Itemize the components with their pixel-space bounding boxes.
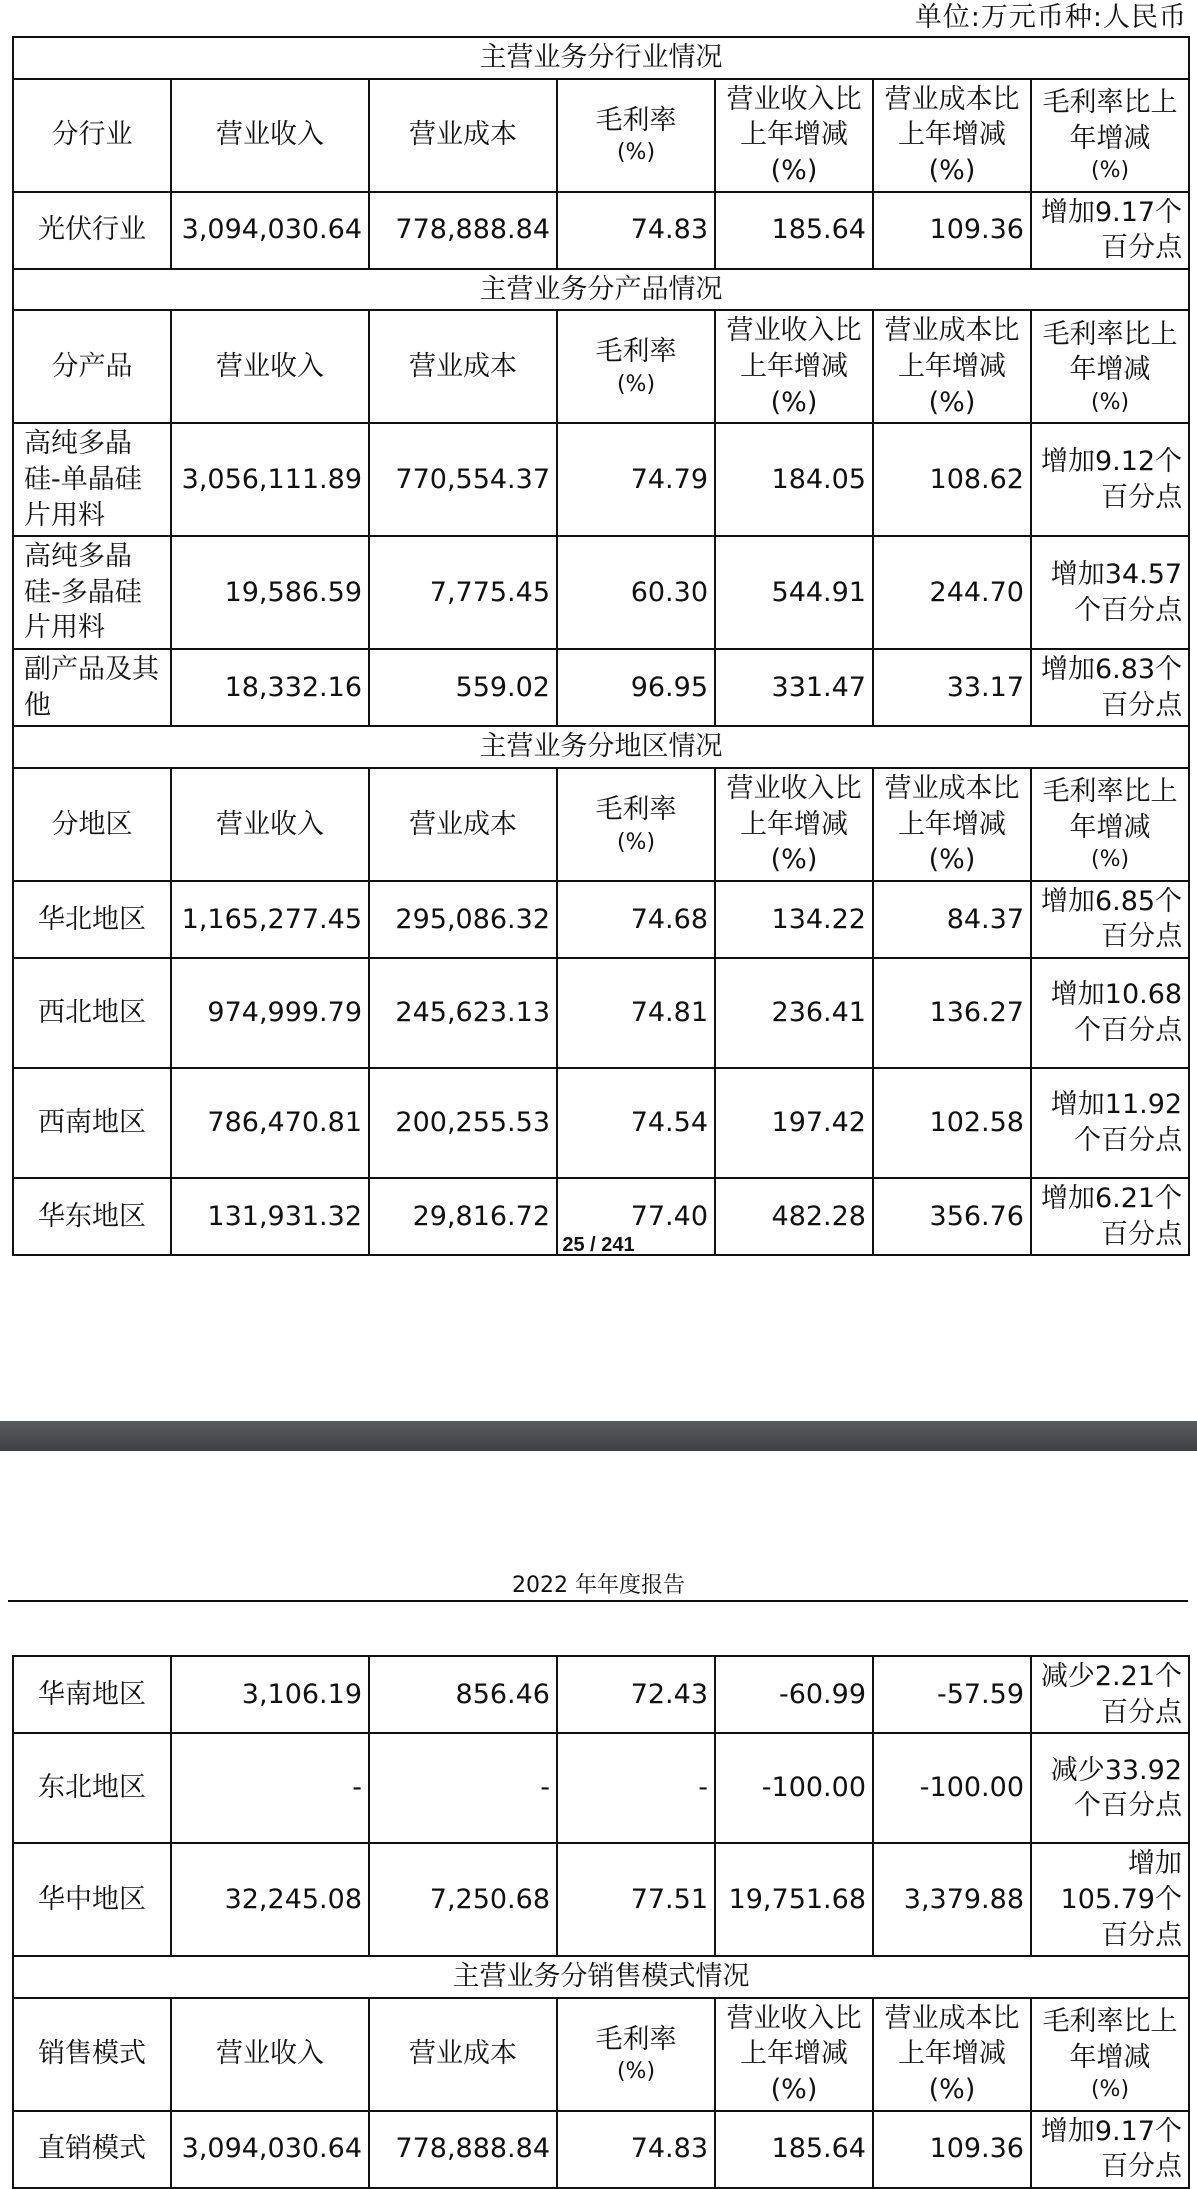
cell-margin-change: 增加9.17个百分点 bbox=[1031, 2111, 1189, 2188]
row-label: 东北地区 bbox=[13, 1733, 171, 1843]
row-label: 光伏行业 bbox=[13, 192, 171, 269]
cell-cost-change: 244.70 bbox=[873, 536, 1031, 649]
cell-revenue: 1,165,277.45 bbox=[171, 881, 369, 958]
cell-margin: 60.30 bbox=[557, 536, 715, 649]
cell-cost: 559.02 bbox=[369, 649, 557, 726]
cell-margin-change: 减少2.21个百分点 bbox=[1031, 1656, 1189, 1733]
header-cost-change: 营业成本比上年增减(%) bbox=[873, 768, 1031, 881]
table-row bbox=[13, 1843, 1189, 1956]
table-row bbox=[13, 2111, 1189, 2188]
section-title-sales-mode: 主营业务分销售模式情况 bbox=[13, 1956, 1189, 1998]
cell-margin: 74.83 bbox=[557, 192, 715, 269]
cell-cost: 7,775.45 bbox=[369, 536, 557, 649]
cell-cost: 295,086.32 bbox=[369, 881, 557, 958]
cell-cost-change: 109.36 bbox=[873, 192, 1031, 269]
row-label: 西北地区 bbox=[13, 958, 171, 1068]
row-label: 高纯多晶硅-单晶硅片用料 bbox=[13, 423, 171, 536]
header-first-col: 分地区 bbox=[13, 768, 171, 881]
cell-rev-change: 331.47 bbox=[715, 649, 873, 726]
cell-rev-change: 184.05 bbox=[715, 423, 873, 536]
cell-cost: 778,888.84 bbox=[369, 192, 557, 269]
header-cost: 营业成本 bbox=[369, 79, 557, 192]
cell-cost: - bbox=[369, 1733, 557, 1843]
cell-margin: 74.68 bbox=[557, 881, 715, 958]
header-rev-change: 营业收入比上年增减(%) bbox=[715, 768, 873, 881]
cell-margin: 74.54 bbox=[557, 1068, 715, 1178]
cell-cost-change: -57.59 bbox=[873, 1656, 1031, 1733]
header-cost: 营业成本 bbox=[369, 1998, 557, 2111]
header-margin: 毛利率 (%) bbox=[557, 79, 715, 192]
cell-cost: 200,255.53 bbox=[369, 1068, 557, 1178]
header-rev-change: 营业收入比上年增减(%) bbox=[715, 1998, 873, 2111]
cell-margin-change: 增加6.83个百分点 bbox=[1031, 649, 1189, 726]
row-label: 高纯多晶硅-多晶硅片用料 bbox=[13, 536, 171, 649]
header-row-region bbox=[13, 768, 1189, 881]
cell-revenue: 3,056,111.89 bbox=[171, 423, 369, 536]
cell-revenue: 786,470.81 bbox=[171, 1068, 369, 1178]
cell-cost-change: 3,379.88 bbox=[873, 1843, 1031, 1956]
cell-revenue: 974,999.79 bbox=[171, 958, 369, 1068]
cell-margin-change: 增加34.57个百分点 bbox=[1031, 536, 1189, 649]
header-margin-change: 毛利率比上年增减 (%) bbox=[1031, 310, 1189, 423]
cell-cost-change: 136.27 bbox=[873, 958, 1031, 1068]
header-margin-change: 毛利率比上年增减 (%) bbox=[1031, 1998, 1189, 2111]
table-row bbox=[13, 1733, 1189, 1843]
cell-revenue: 19,586.59 bbox=[171, 536, 369, 649]
main-business-table-page-2 bbox=[12, 1655, 1190, 2189]
row-label: 华南地区 bbox=[13, 1656, 171, 1733]
cell-rev-change: 482.28 bbox=[715, 1178, 873, 1255]
row-label: 副产品及其他 bbox=[13, 649, 171, 726]
cell-margin: 77.40 bbox=[557, 1178, 715, 1255]
header-first-col: 分产品 bbox=[13, 310, 171, 423]
cell-revenue: 3,106.19 bbox=[171, 1656, 369, 1733]
row-label: 直销模式 bbox=[13, 2111, 171, 2188]
unit-note: 单位:万元币种:人民币 bbox=[914, 2, 1187, 33]
header-rev-change: 营业收入比上年增减(%) bbox=[715, 310, 873, 423]
header-rev-change: 营业收入比上年增减(%) bbox=[715, 79, 873, 192]
table-row bbox=[13, 536, 1189, 649]
cell-cost: 856.46 bbox=[369, 1656, 557, 1733]
cell-margin-change: 增加9.17个百分点 bbox=[1031, 192, 1189, 269]
cell-margin: 74.81 bbox=[557, 958, 715, 1068]
cell-cost: 29,816.72 bbox=[369, 1178, 557, 1255]
header-revenue: 营业收入 bbox=[171, 310, 369, 423]
cell-margin-change: 增加10.68个百分点 bbox=[1031, 958, 1189, 1068]
cell-margin-change: 增加105.79个百分点 bbox=[1031, 1843, 1189, 1956]
cell-cost-change: 102.58 bbox=[873, 1068, 1031, 1178]
table-row bbox=[13, 192, 1189, 269]
table-row bbox=[13, 649, 1189, 726]
page-number: 25 / 241 bbox=[562, 1234, 635, 1256]
header-row-industry bbox=[13, 79, 1189, 192]
cell-cost: 778,888.84 bbox=[369, 2111, 557, 2188]
cell-revenue: 18,332.16 bbox=[171, 649, 369, 726]
cell-revenue: - bbox=[171, 1733, 369, 1843]
section-title-region: 主营业务分地区情况 bbox=[13, 726, 1189, 768]
header-cost: 营业成本 bbox=[369, 310, 557, 423]
cell-rev-change: 544.91 bbox=[715, 536, 873, 649]
cell-rev-change: 134.22 bbox=[715, 881, 873, 958]
cell-rev-change: -100.00 bbox=[715, 1733, 873, 1843]
table-row bbox=[13, 958, 1189, 1068]
section-title-product: 主营业务分产品情况 bbox=[13, 269, 1189, 311]
page-separator bbox=[0, 1421, 1197, 1451]
header-row-sales-mode bbox=[13, 1998, 1189, 2111]
header-margin: 毛利率 (%) bbox=[557, 768, 715, 881]
cell-cost-change: 109.36 bbox=[873, 2111, 1031, 2188]
cell-revenue: 3,094,030.64 bbox=[171, 2111, 369, 2188]
cell-rev-change: 185.64 bbox=[715, 2111, 873, 2188]
table-row bbox=[13, 881, 1189, 958]
cell-margin: 74.83 bbox=[557, 2111, 715, 2188]
cell-margin: 74.79 bbox=[557, 423, 715, 536]
cell-cost-change: -100.00 bbox=[873, 1733, 1031, 1843]
header-margin: 毛利率 (%) bbox=[557, 1998, 715, 2111]
header-first-col: 分行业 bbox=[13, 79, 171, 192]
cell-rev-change: 197.42 bbox=[715, 1068, 873, 1178]
header-margin-change: 毛利率比上年增减 (%) bbox=[1031, 79, 1189, 192]
table-row bbox=[13, 1068, 1189, 1178]
header-margin-change: 毛利率比上年增减 (%) bbox=[1031, 768, 1189, 881]
cell-rev-change: 19,751.68 bbox=[715, 1843, 873, 1956]
header-cost-change: 营业成本比上年增减(%) bbox=[873, 310, 1031, 423]
cell-margin: 72.43 bbox=[557, 1656, 715, 1733]
cell-cost: 245,623.13 bbox=[369, 958, 557, 1068]
cell-margin: - bbox=[557, 1733, 715, 1843]
header-margin: 毛利率 (%) bbox=[557, 310, 715, 423]
row-label: 华中地区 bbox=[13, 1843, 171, 1956]
cell-margin-change: 增加6.21个百分点 bbox=[1031, 1178, 1189, 1255]
cell-margin-change: 增加9.12个百分点 bbox=[1031, 423, 1189, 536]
cell-rev-change: 236.41 bbox=[715, 958, 873, 1068]
header-row-product bbox=[13, 310, 1189, 423]
cell-margin: 77.51 bbox=[557, 1843, 715, 1956]
header-revenue: 营业收入 bbox=[171, 79, 369, 192]
cell-margin-change: 增加11.92个百分点 bbox=[1031, 1068, 1189, 1178]
header-first-col: 销售模式 bbox=[13, 1998, 171, 2111]
cell-cost-change: 356.76 bbox=[873, 1178, 1031, 1255]
cell-margin: 96.95 bbox=[557, 649, 715, 726]
running-header: 2022 年年度报告 bbox=[512, 1573, 685, 1598]
header-cost-change: 营业成本比上年增减(%) bbox=[873, 79, 1031, 192]
header-revenue: 营业收入 bbox=[171, 768, 369, 881]
cell-cost: 770,554.37 bbox=[369, 423, 557, 536]
row-label: 华北地区 bbox=[13, 881, 171, 958]
cell-revenue: 32,245.08 bbox=[171, 1843, 369, 1956]
cell-cost-change: 33.17 bbox=[873, 649, 1031, 726]
cell-revenue: 3,094,030.64 bbox=[171, 192, 369, 269]
cell-revenue: 131,931.32 bbox=[171, 1178, 369, 1255]
main-business-table-page-1 bbox=[12, 36, 1190, 1256]
row-label: 华东地区 bbox=[13, 1178, 171, 1255]
cell-rev-change: 185.64 bbox=[715, 192, 873, 269]
table-row bbox=[13, 1656, 1189, 1733]
cell-cost-change: 108.62 bbox=[873, 423, 1031, 536]
section-title-industry: 主营业务分行业情况 bbox=[13, 37, 1189, 79]
header-cost: 营业成本 bbox=[369, 768, 557, 881]
header-cost-change: 营业成本比上年增减(%) bbox=[873, 1998, 1031, 2111]
cell-cost: 7,250.68 bbox=[369, 1843, 557, 1956]
cell-margin-change: 减少33.92个百分点 bbox=[1031, 1733, 1189, 1843]
header-rule bbox=[8, 1600, 1188, 1602]
table-row bbox=[13, 423, 1189, 536]
row-label: 西南地区 bbox=[13, 1068, 171, 1178]
cell-margin-change: 增加6.85个百分点 bbox=[1031, 881, 1189, 958]
cell-cost-change: 84.37 bbox=[873, 881, 1031, 958]
cell-rev-change: -60.99 bbox=[715, 1656, 873, 1733]
header-revenue: 营业收入 bbox=[171, 1998, 369, 2111]
